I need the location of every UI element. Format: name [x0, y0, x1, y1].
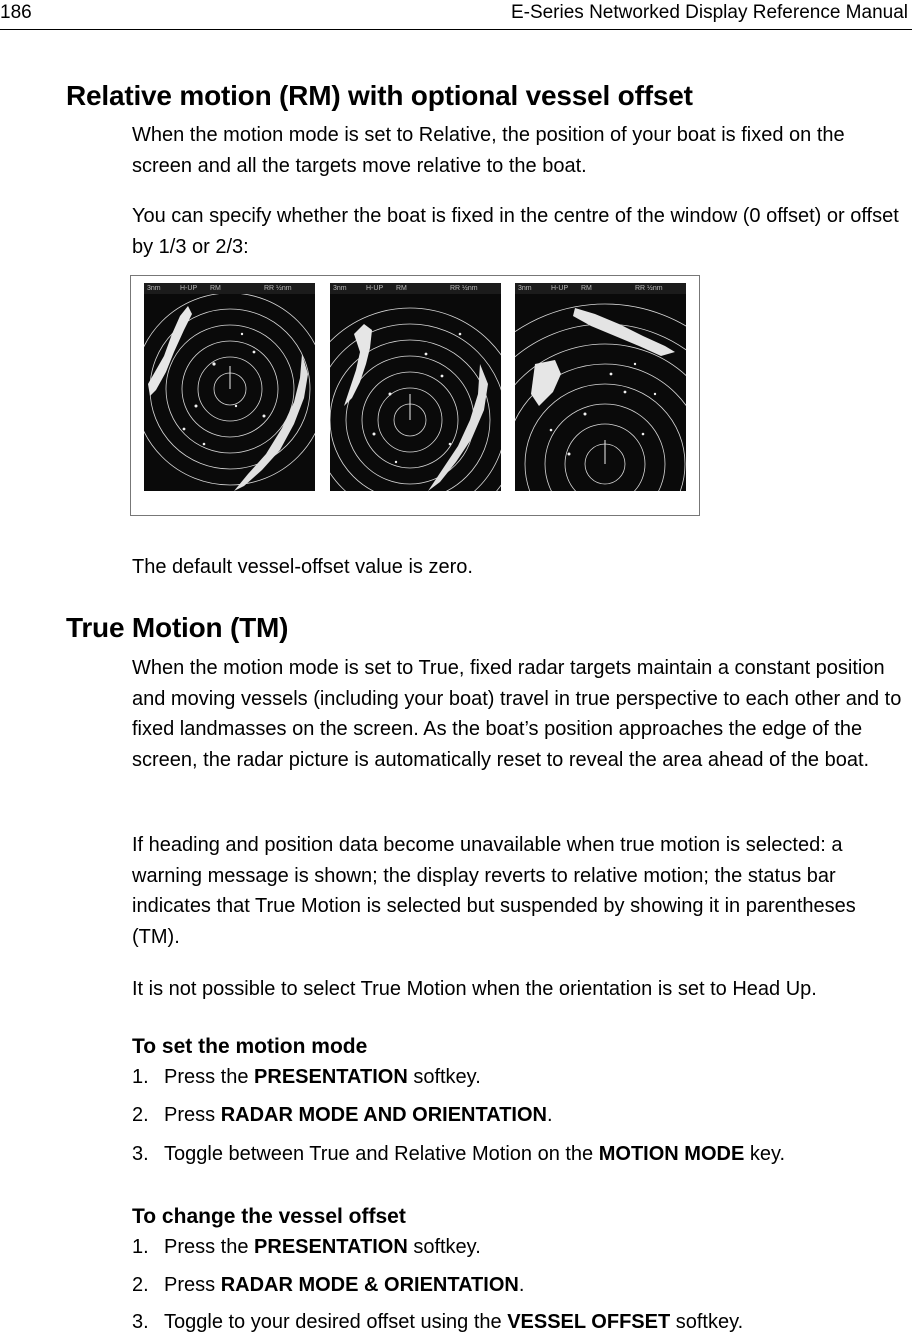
radar-image [144, 294, 315, 491]
radar-panel-one-third-offset [330, 283, 501, 491]
radar-offset-figure [130, 275, 700, 516]
procedure-step [132, 1143, 785, 1166]
step-number: 1. [132, 1236, 149, 1258]
section-heading-relative-motion: Relative motion (RM) with optional vessel offset [66, 80, 693, 111]
softkey-name: PRESENTATION [254, 1236, 408, 1258]
range-rings-label: RR ½nm [264, 285, 292, 292]
mode-label: RM [581, 285, 592, 292]
softkey-name: VESSEL OFFSET [507, 1311, 671, 1333]
radar-image [515, 294, 686, 491]
range-label: 3nm [333, 285, 347, 292]
procedure-heading-motion-mode: To set the motion mode [132, 1035, 368, 1058]
step-number: 3. [132, 1143, 149, 1165]
softkey-name: PRESENTATION [254, 1066, 408, 1088]
rm-paragraph-2: You can specify whether the boat is fixed in the centre of the window (0 offset) or offset by 1/3 or 2/3: [132, 205, 899, 258]
rm-paragraph-3: The default vessel-offset value is zero. [132, 556, 473, 578]
range-rings-label: RR ½nm [635, 285, 663, 292]
step-text: Press [164, 1104, 221, 1126]
header-rule [0, 29, 912, 30]
step-text: Toggle between True and Relative Motion on the [164, 1143, 599, 1165]
range-label: 3nm [147, 285, 161, 292]
softkey-name: RADAR MODE & ORIENTATION [220, 1274, 519, 1296]
step-text: softkey. [407, 1066, 481, 1088]
step-text: softkey. [407, 1236, 481, 1258]
radar-image [330, 294, 501, 491]
mode-label: RM [210, 285, 221, 292]
radar-panel-0-offset [144, 283, 315, 491]
rm-paragraph-1: When the motion mode is set to Relative, the position of your boat is fixed on the screen and all the targets move relative to the boat. [132, 124, 845, 177]
step-text: Press the [164, 1066, 255, 1088]
tm-paragraph-3: It is not possible to select True Motion when the orientation is set to Head Up. [132, 978, 817, 1000]
page-number: 186 [0, 2, 32, 23]
procedure-heading-vessel-offset: To change the vessel offset [132, 1205, 406, 1228]
tm-paragraph-2: If heading and position data become unavailable when true motion is selected: a warning message is shown; the display reverts to relative motion; the status bar indicates that True Motion is selected but suspended by showing it in parentheses (TM). [132, 834, 856, 948]
tm-paragraph-1: When the motion mode is set to True, fixed radar targets maintain a constant position and moving vessels (including your boat) travel in true perspective to each other and to fixed landmasses on the screen. As the boat’s position approaches the edge of the screen, the radar picture is automatically reset to reveal the area ahead of the boat. [132, 657, 902, 771]
step-text: . [518, 1274, 525, 1296]
orientation-label: H-UP [180, 285, 198, 292]
radar-status-bar [515, 283, 686, 294]
procedure-step [132, 1311, 743, 1334]
step-text: Press [164, 1274, 221, 1296]
step-text: . [546, 1104, 553, 1126]
step-number: 2. [132, 1274, 149, 1296]
procedure-step [132, 1236, 481, 1259]
section-heading-true-motion: True Motion (TM) [66, 612, 289, 643]
procedure-step [132, 1066, 481, 1089]
step-number: 1. [132, 1066, 149, 1088]
softkey-name: MOTION MODE [598, 1143, 745, 1165]
range-rings-label: RR ½nm [450, 285, 478, 292]
radar-status-bar [144, 283, 315, 294]
range-label: 3nm [518, 285, 532, 292]
radar-status-bar [330, 283, 501, 294]
step-text: Toggle to your desired offset using the [164, 1311, 508, 1333]
step-text: key. [744, 1143, 786, 1165]
step-number: 3. [132, 1311, 149, 1333]
orientation-label: H-UP [551, 285, 569, 292]
orientation-label: H-UP [366, 285, 384, 292]
manual-title: E-Series Networked Display Reference Manual [510, 2, 908, 23]
step-number: 2. [132, 1104, 149, 1126]
step-text: Press the [164, 1236, 255, 1258]
radar-panel-two-thirds-offset [515, 283, 686, 491]
procedure-step [132, 1104, 553, 1127]
procedure-step [132, 1274, 524, 1297]
mode-label: RM [396, 285, 407, 292]
softkey-name: RADAR MODE AND ORIENTATION [220, 1104, 547, 1126]
step-text: softkey. [670, 1311, 744, 1333]
